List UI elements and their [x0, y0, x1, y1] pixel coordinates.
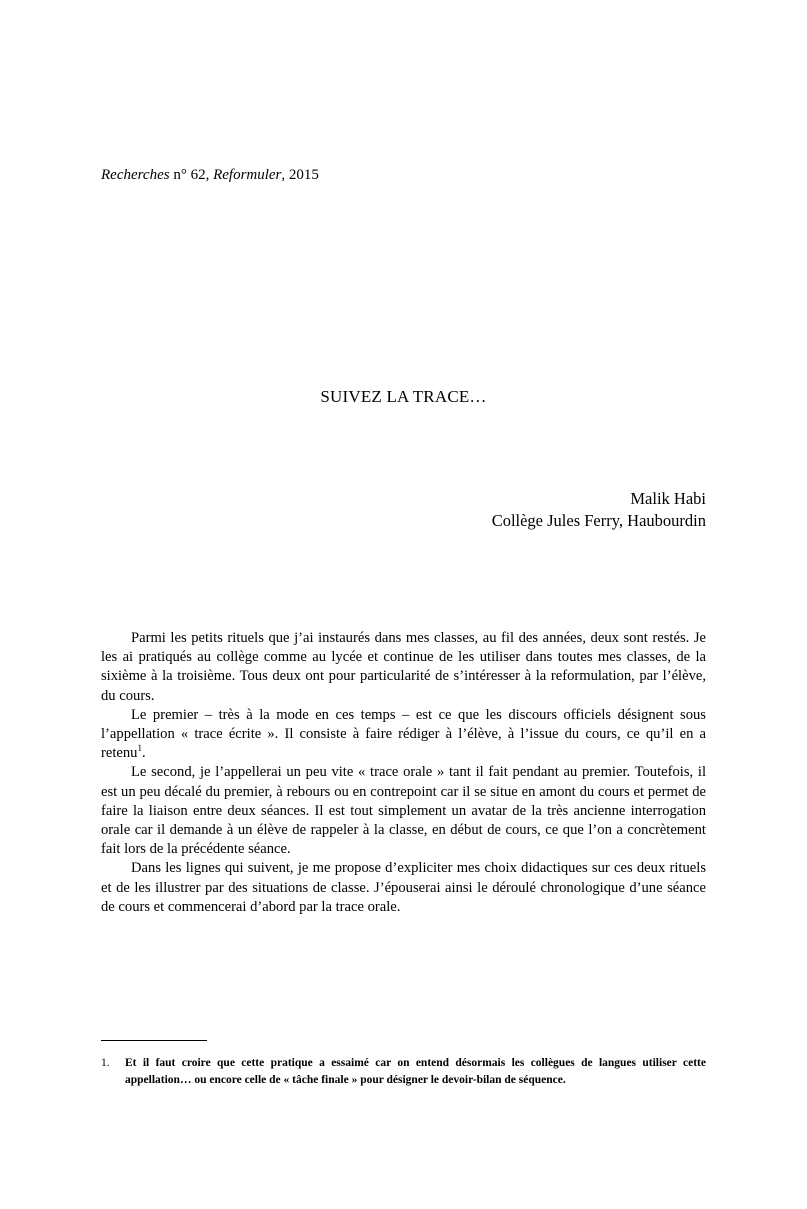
footnote-number: 1.	[101, 1057, 110, 1069]
paragraph	[101, 706, 706, 764]
issue-year: , 2015	[281, 167, 319, 183]
article-title-text: SUIVEZ LA TRACE…	[320, 387, 487, 406]
article-body	[101, 629, 706, 917]
paragraph	[101, 859, 706, 917]
journal-name: Recherches	[101, 167, 170, 183]
paragraph-text: Le second, je l’appellerai un peu vite « trace orale » tant il fait pendant au premier. Toutefois, il est un peu décalé du premier, à rebours ou en contrepoint car il se situe en amont du cours et permet de faire la liaison entre deux séances. Il est tout simplement un avatar de la très ancienne interrogation orale car il demande à un élève de rappeler à la classe, en début de cours, ce que l’on a concrètement fait lors de la précédente séance.	[101, 764, 706, 858]
author-affiliation: Collège Jules Ferry, Haubourdin	[491, 511, 706, 530]
paragraph-text: Dans les lignes qui suivent, je me propose d’expliciter mes choix didactiques sur ces deux rituels et de les illustrer par des situations de classe. J’épouserai ainsi le déroulé chronologique d’une séance de cours et commencerai d’abord par la trace orale.	[101, 860, 706, 915]
author-name: Malik Habi	[630, 489, 706, 508]
footnote-text: Et il faut croire que cette pratique a essaimé car on entend désormais les collègues de langues utiliser cette appellation… ou encore celle de « tâche finale » pour désigner le devoir-bilan de séquence.	[125, 1057, 706, 1086]
author-block	[492, 488, 706, 532]
footnote-reference[interactable]: 1	[137, 743, 142, 754]
paragraph-text: Le premier – très à la mode en ces temps – est ce que les discours officiels désignent sous l’appellation « trace écrite ». Il consiste à faire rédiger à l’élève, à l’issue du cours, ce qu’il en a retenu	[101, 706, 706, 762]
running-head	[101, 166, 319, 184]
paragraph-text: Parmi les petits rituels que j’ai instaurés dans mes classes, au fil des années, deux sont restés. Je les ai pratiqués au collège comme au lycée et continue de les utiliser dans toutes mes classes, de la sixième à la troisième. Tous deux ont pour particularité de s’intéresser à la reformulation, par l’élève, du cours.	[101, 630, 706, 704]
issue-number: n° 62,	[169, 167, 214, 183]
paragraph	[101, 763, 706, 859]
footnote-divider	[101, 1040, 207, 1041]
issue-theme: Reformuler	[213, 167, 282, 183]
footnote	[101, 1055, 706, 1089]
paragraph-text-end: .	[141, 745, 146, 762]
article-title	[0, 387, 807, 407]
paragraph	[101, 629, 706, 706]
